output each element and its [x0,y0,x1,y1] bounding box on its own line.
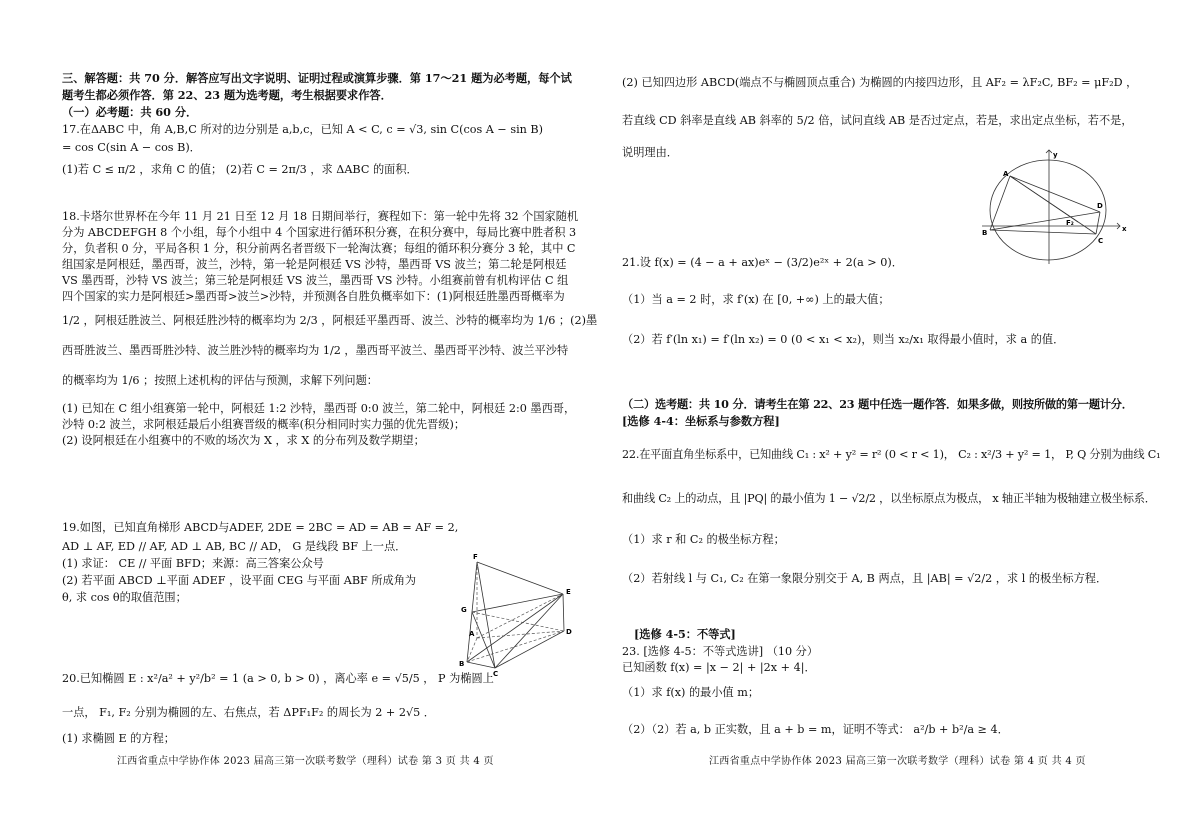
elective-header: （二）选考题：共 10 分．请考生在第 22、23 题中任选一题作答．如果多做，则按所做的第一题计分． [622,397,1133,411]
ellipse-label-c: C [1098,237,1104,245]
required-header: （一）必考题：共 60 分． [62,105,198,119]
solid-label-e: E [566,588,571,596]
elective-45-header: [选修 4-5：不等式] [634,627,736,641]
solid-label-d: D [566,628,572,636]
section-title: 三、解答题：共 70 分．解答应写出文字说明、证明过程或演算步骤．第 17～21 题为必考题，每个试 [62,71,572,85]
ellipse-label-x: x [1122,225,1127,233]
solid-label-b: B [459,660,465,668]
ellipse-label-y: y [1053,151,1058,159]
left-footer: 江西省重点中学协作体 2023 届高三第一次联考数学（理科）试卷 第 3 页 共 4 页 [117,756,494,767]
ellipse-label-d: D [1097,202,1103,210]
right-footer: 江西省重点中学协作体 2023 届高三第一次联考数学（理科）试卷 第 4 页 共 4 页 [709,756,1086,767]
right-page: (2) 已知四边形 ABCD(端点不与椭圆顶点重合) 为椭圆的内接四边形，且 AF₂ = λF₂C, BF₂ = μF₂D ， 若直线 CD 斜率是直线 AB 斜率的 5/2 倍，试问直线 AB 是否过定点，若是，求出定点坐标，若不是， 说明理由． 21.设 f(x) = (4 − a + ax)eˣ − (3/2)e²ˣ + 2(a > 0)． （1）当 a = 2 时，求 f′(x) 在 [0, +∞) 上的最大值； （2）若 f′(ln x₁) = f′(ln x₂) = 0 (0 < x₁ < x₂)，则当 x₂/x₁ 取得最小值时，求 a 的值． （二）选考题：共 10 分．请考生在第 22、23 题中任选一题作答．如果多做，则按所做的第一题计分． [选修 4-4：坐标系与参数方程] 22.在平面直角坐标系中，已知曲线 C₁ : x² + y² = r² (0 < r < 1)， C₂ : x²/3 + y² = 1， P, Q 分别为曲线 C₁ 和曲线 C₂ 上的动点，且 |PQ| 的最小值为 1 − √2/2 ，以坐标原点为极点， x 轴正半轴为极轴建立极坐标系． （1）求 r 和 C₂ 的极坐标方程； （2）若射线 l 与 C₁, C₂ 在第一象限分别交于 A, B 两点，且 |AB| = √2/2 ，求 l 的极坐标方程． [选修 4-5：不等式] 23. [选修 4-5：不等式选讲] （10 分） 已知函数 f(x) = |x − 2| + |2x + 4|． （1）求 f(x) 的最小值 m； （2）（2）若 a, b 正实数，且 a + b = m，证明不等式： a²/b + b²/a ≥ 4． 江西省重点中学协作体 2023 届高三第一次联考数学（理科）试卷 第 4 页 共 4 页 [622,76,1161,767]
solid-label-c: C [493,670,499,678]
section-title-2: 题考生都必须作答．第 22、23 题为选考题，考生根据要求作答． [62,88,392,102]
solid-label-f: F [473,553,478,561]
ellipse-figure [980,146,1130,266]
solid-label-g: G [461,606,467,614]
ellipse-label-f2: F₂ [1066,219,1074,227]
elective-44-header: [选修 4-4：坐标系与参数方程] [622,414,780,428]
solid-geometry-figure [455,548,585,678]
ellipse-label-a: A [1003,170,1009,178]
left-page: 三、解答题：共 70 分．解答应写出文字说明、证明过程或演算步骤．第 17～21 题为必考题，每个试 题考生都必须作答．第 22、23 题为选考题，考生根据要求作答． （一）必考题：共 60 分． 17.在ΔABC 中，角 A,B,C 所对的边分别是 a,b,c，已知 A < C, c = √3, sin C(cos A − sin B) = cos C(sin A − cos B)． (1)若 C ≤ π/2 ，求角 C 的值； (2)若 C = 2π/3 ，求 ΔABC 的面积． 18.卡塔尔世界杯在今年 11 月 21 日至 12 月 18 日期间举行，赛程如下：第一轮中先将 32 个国家随机 分为 ABCDEFGH 8 个小组，每个小组中 4 个国家进行循环积分赛，在积分赛中，每局比赛中胜者积 3 分，负者积 0 分，平局各积 1 分，积分前两名者晋级下一轮淘汰赛；每组的循环积分赛分 3 轮，其中 C 组国家是阿根廷，墨西哥，波兰，沙特，第一轮是阿根廷 VS 沙特，墨西哥 VS 波兰；第二轮是阿根廷 VS 墨西哥，沙特 VS 波兰；第三轮是阿根廷 VS 波兰，墨西哥 VS 沙特。小组赛前曾有机构评估 C 组 四个国家的实力是阿根廷>墨西哥>波兰>沙特，并预测各自胜负概率如下：(1)阿根廷胜墨西哥概率为 1/2 ，阿根廷胜波兰、阿根廷胜沙特的概率均为 2/3 ，阿根廷平墨西哥、波兰、沙特的概率均为 1/6 ；(2)墨 西哥胜波兰、墨西哥胜沙特、波兰胜沙特的概率均为 1/2 ，墨西哥平波兰、墨西哥平沙特、波兰平沙特 的概率均为 1/6 ；按照上述机构的评估与预测，求解下列问题： (1) 已知在 C 组小组赛第一轮中，阿根廷 1:2 沙特，墨西哥 0:0 波兰，第二轮中，阿根廷 2:0 墨西哥， 沙特 0:2 波兰，求阿根廷最后小组赛晋级的概率(积分相同时实力强的优先晋级)； (2) 设阿根廷在小组赛中的不败的场次为 X ，求 X 的分布列及数学期望； 19.如图，已知直角梯形 ABCD与ADEF, 2DE = 2BC = AD = AB = AF = 2, AD ⊥ AF, ED // AF, AD ⊥ AB, BC // AD， G 是线段 BF 上一点． (1) 求证： CE // 平面 BFD；来源：高三答案公众号 (2) 若平面 ABCD ⊥平面 ADEF ，设平面 CEG 与平面 ABF 所成角为 θ, 求 cos θ的取值范围； 20.已知椭圆 E : x²/a² + y²/b² = 1 (a > 0, b > 0) ，离心率 e = √5/5 ， P 为椭圆上 一点， F₁, F₂ 分别为椭圆的左、右焦点，若 ΔPF₁F₂ 的周长为 2 + 2√5 ． (1) 求椭圆 E 的方程； 江西省重点中学协作体 2023 届高三第一次联考数学（理科）试卷 第 3 页 共 4 页 [62,71,598,767]
solid-label-a: A [469,630,475,638]
ellipse-label-b: B [982,229,988,237]
